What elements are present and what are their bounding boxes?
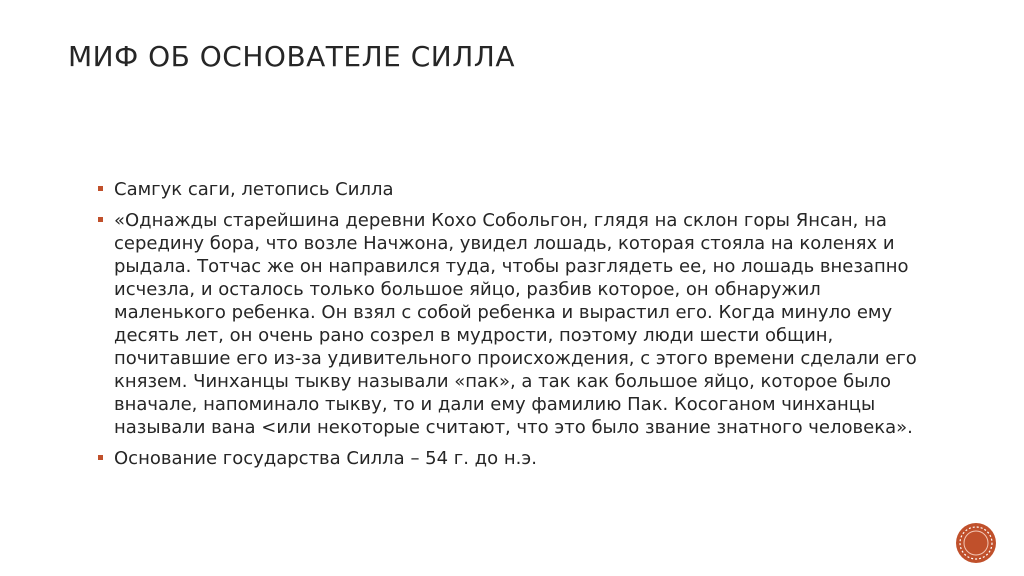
bullet-item (98, 447, 933, 470)
bullet-item (98, 178, 933, 201)
bullet-marker-icon (98, 455, 103, 460)
slide-title: МИФ ОБ ОСНОВАТЕЛЕ СИЛЛА (68, 40, 516, 73)
circular-emblem-icon (955, 522, 997, 564)
bullet-marker-icon (98, 217, 103, 222)
bullet-item (98, 209, 933, 439)
bullet-list (98, 178, 933, 478)
bullet-text: «Однажды старейшина деревни Кохо Собольгон, глядя на склон горы Янсан, на середину бора, что возле Начжона, увидел лошадь, которая стояла на коленях и рыдала. Тотчас же он направился туда, чтобы разглядеть ее, но лошадь внезапно исчезла, и осталось только большое яйцо, разбив которое, он обнаружил маленького ребенка. Он взял с собой ребенка и вырастил его. Когда минуло ему десять лет, он очень рано созрел в мудрости, поэтому люди шести общин, почитавшие его из-за удивительного происхождения, с этого времени сделали его князем. Чинханцы тыкву называли «пак», а так как большое яйцо, которое было вначале, напоминало тыкву, то и дали ему фамилию Пак. Косоганом чинханцы называли вана <или некоторые считают, что это было звание знатного человека». (114, 210, 917, 438)
bullet-text: Самгук саги, летопись Силла (114, 179, 394, 200)
bullet-marker-icon (98, 186, 103, 191)
bullet-text: Основание государства Силла – 54 г. до н.э. (114, 448, 537, 469)
